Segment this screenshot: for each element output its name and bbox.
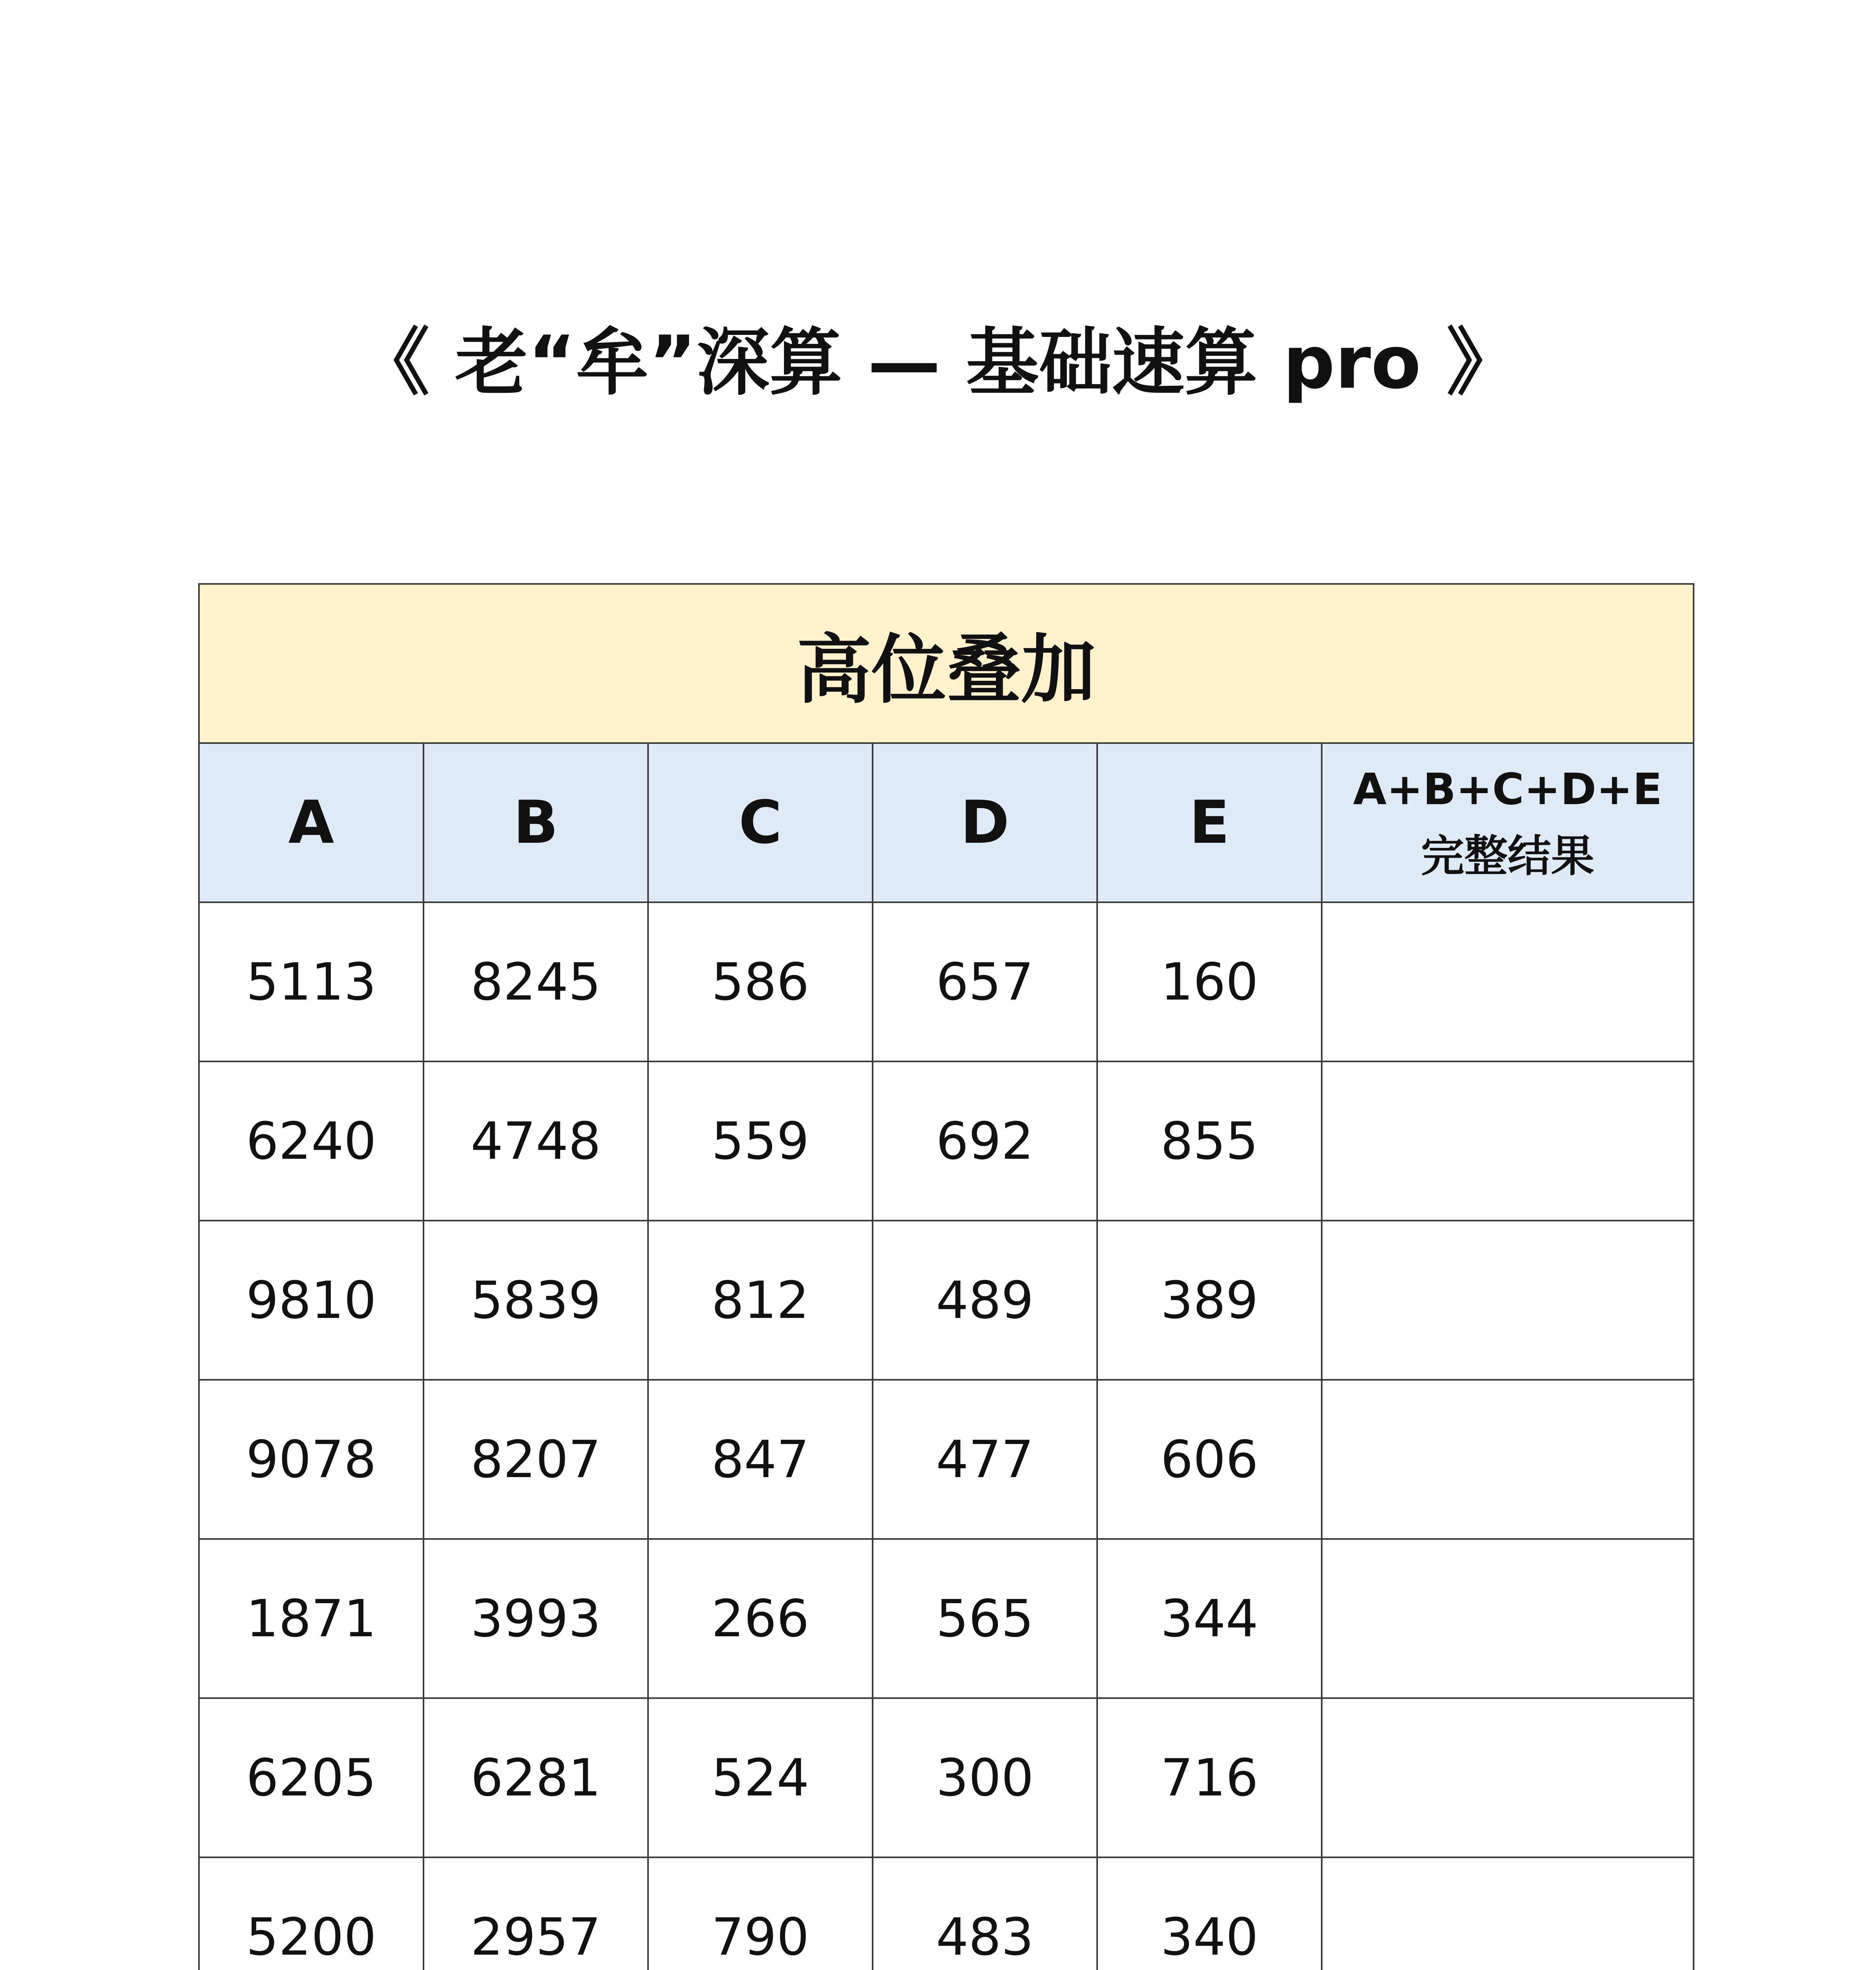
table-row: [199, 1698, 1694, 1857]
number-cell: 340: [1097, 1857, 1322, 1970]
number-cell: 524: [648, 1698, 873, 1857]
number-cell: 812: [648, 1221, 873, 1380]
number-cell: 606: [1097, 1380, 1322, 1539]
number-cell: 855: [1097, 1061, 1322, 1221]
number-cell: 477: [873, 1380, 1097, 1539]
number-cell: 389: [1097, 1221, 1322, 1380]
result-header-formula: A+B+C+D+E: [1353, 764, 1662, 814]
number-cell: 692: [873, 1061, 1097, 1221]
column-header-row: [199, 743, 1694, 902]
column-header-a: A: [199, 743, 423, 902]
answer-cell[interactable]: [1322, 1539, 1694, 1698]
result-header-label: 完整结果: [1421, 831, 1595, 881]
number-cell: 4748: [423, 1061, 648, 1221]
table-title-row: [199, 584, 1694, 743]
number-cell: 586: [648, 902, 873, 1061]
column-header-result: [1322, 743, 1694, 902]
table-row: [199, 1380, 1694, 1539]
number-cell: 559: [648, 1061, 873, 1221]
number-cell: 716: [1097, 1698, 1322, 1857]
answer-cell[interactable]: [1322, 1380, 1694, 1539]
column-header-b: B: [423, 743, 648, 902]
number-cell: 160: [1097, 902, 1322, 1061]
number-cell: 9810: [199, 1221, 423, 1380]
table-row: [199, 1539, 1694, 1698]
answer-cell[interactable]: [1322, 1857, 1694, 1970]
number-cell: 790: [648, 1857, 873, 1970]
number-cell: 1871: [199, 1539, 423, 1698]
table-title: 高位叠加: [199, 584, 1694, 743]
table-row: [199, 1221, 1694, 1380]
column-header-d: D: [873, 743, 1097, 902]
number-cell: 6205: [199, 1698, 423, 1857]
number-cell: 8207: [423, 1380, 648, 1539]
table-row: [199, 902, 1694, 1061]
number-cell: 344: [1097, 1539, 1322, 1698]
table-body: [199, 902, 1694, 1970]
answer-cell[interactable]: [1322, 1061, 1694, 1221]
number-cell: 5839: [423, 1221, 648, 1380]
number-cell: 5113: [199, 902, 423, 1061]
column-header-e: E: [1097, 743, 1322, 902]
table-row: [199, 1857, 1694, 1970]
number-cell: 657: [873, 902, 1097, 1061]
table-row: [199, 1061, 1694, 1221]
number-cell: 5200: [199, 1857, 423, 1970]
answer-cell[interactable]: [1322, 1698, 1694, 1857]
number-cell: 8245: [423, 902, 648, 1061]
answer-cell[interactable]: [1322, 902, 1694, 1061]
number-cell: 6281: [423, 1698, 648, 1857]
answer-cell[interactable]: [1322, 1221, 1694, 1380]
number-cell: 847: [648, 1380, 873, 1539]
number-cell: 9078: [199, 1380, 423, 1539]
number-cell: 489: [873, 1221, 1097, 1380]
number-cell: 300: [873, 1698, 1097, 1857]
number-cell: 3993: [423, 1539, 648, 1698]
number-cell: 2957: [423, 1857, 648, 1970]
number-cell: 6240: [199, 1061, 423, 1221]
drill-table: [198, 583, 1694, 1970]
page-title: 《 老“牟”深算 — 基础速算 pro 》: [357, 320, 1519, 405]
number-cell: 266: [648, 1539, 873, 1698]
number-cell: 483: [873, 1857, 1097, 1970]
column-header-c: C: [648, 743, 873, 902]
number-cell: 565: [873, 1539, 1097, 1698]
